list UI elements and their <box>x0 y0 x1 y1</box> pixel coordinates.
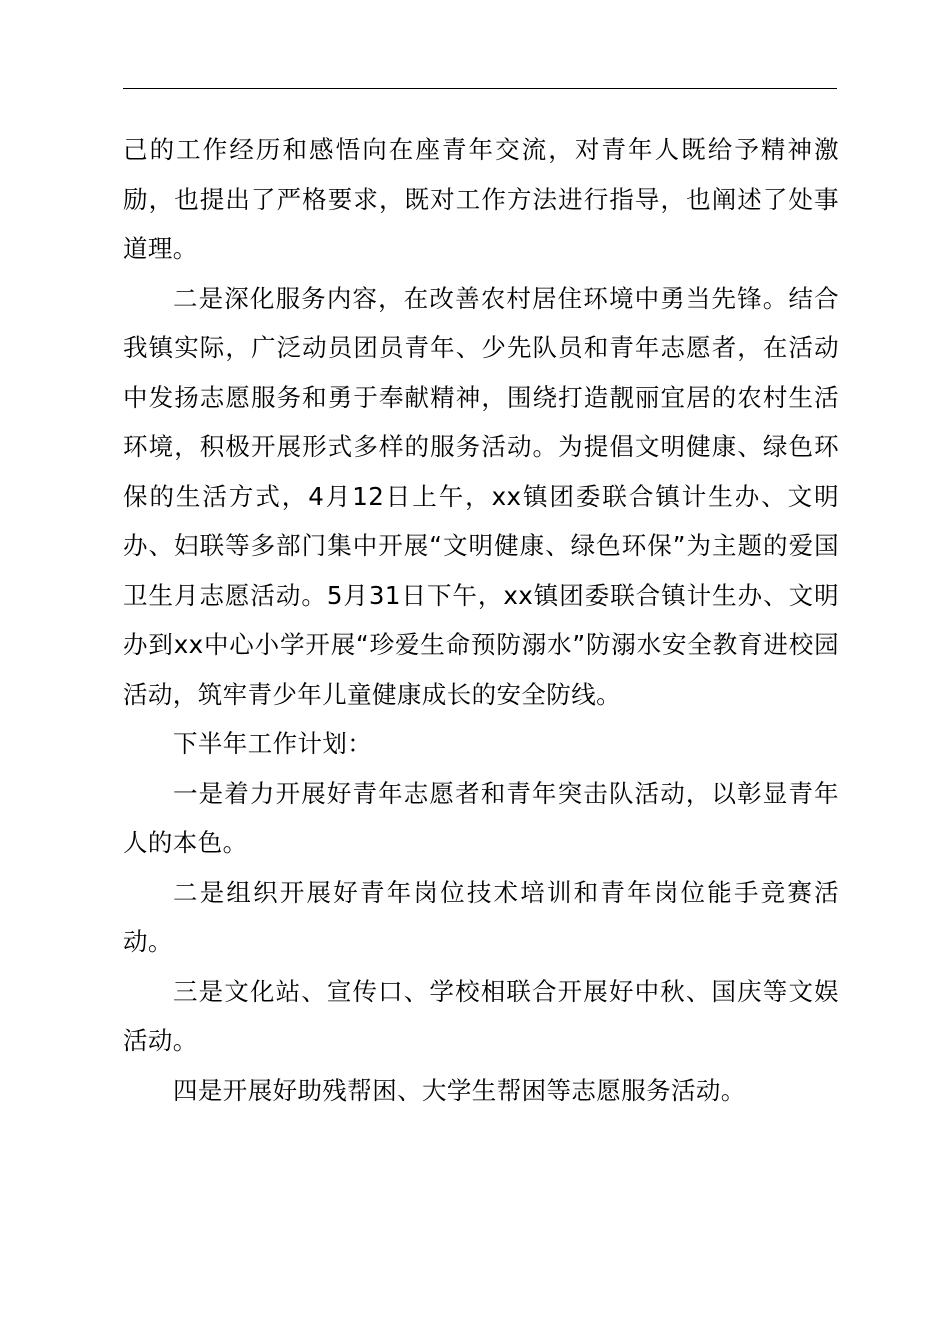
paragraph-plan-item-4: 四是开展好助残帮困、大学生帮困等志愿服务活动。 <box>173 1075 746 1105</box>
paragraph-continuation: 己的工作经历和感悟向在座青年交流，对青年人既给予精神激励，也提出了严格要求，既对工作方法进行指导，也阐述了处事道理。 <box>123 135 839 263</box>
header-rule <box>123 88 837 89</box>
paragraph-deepen-services: 二是深化服务内容，在改善农村居住环境中勇当先锋。结合我镇实际，广泛动员团员青年、少先队员和青年志愿者，在活动中发扬志愿服务和勇于奉献精神，围绕打造靓丽宜居的农村生活环境，积极开展形式多样的服务活动。为提倡文明健康、绿色环保的生活方式，4月12日上午，xx镇团委联合镇计生办、文明办、妇联等多部门集中开展“文明健康、绿色环保”为主题的爱国卫生月志愿活动。5月31日下午，xx镇团委联合镇计生办、文明办到xx中心小学开展“珍爱生命预防溺水”防溺水安全教育进校园活动，筑牢青少年儿童健康成长的安全防线。 <box>123 283 839 709</box>
document-body <box>123 125 839 1115</box>
paragraph-plan-item-3: 三是文化站、宣传口、学校相联合开展好中秋、国庆等文娱活动。 <box>123 976 839 1055</box>
paragraph-plan-heading: 下半年工作计划： <box>173 729 373 758</box>
paragraph-plan-item-1: 一是着力开展好青年志愿者和青年突击队活动，以彰显青年人的本色。 <box>123 778 839 857</box>
paragraph-plan-item-2: 二是组织开展好青年岗位技术培训和青年岗位能手竞赛活动。 <box>123 877 839 956</box>
